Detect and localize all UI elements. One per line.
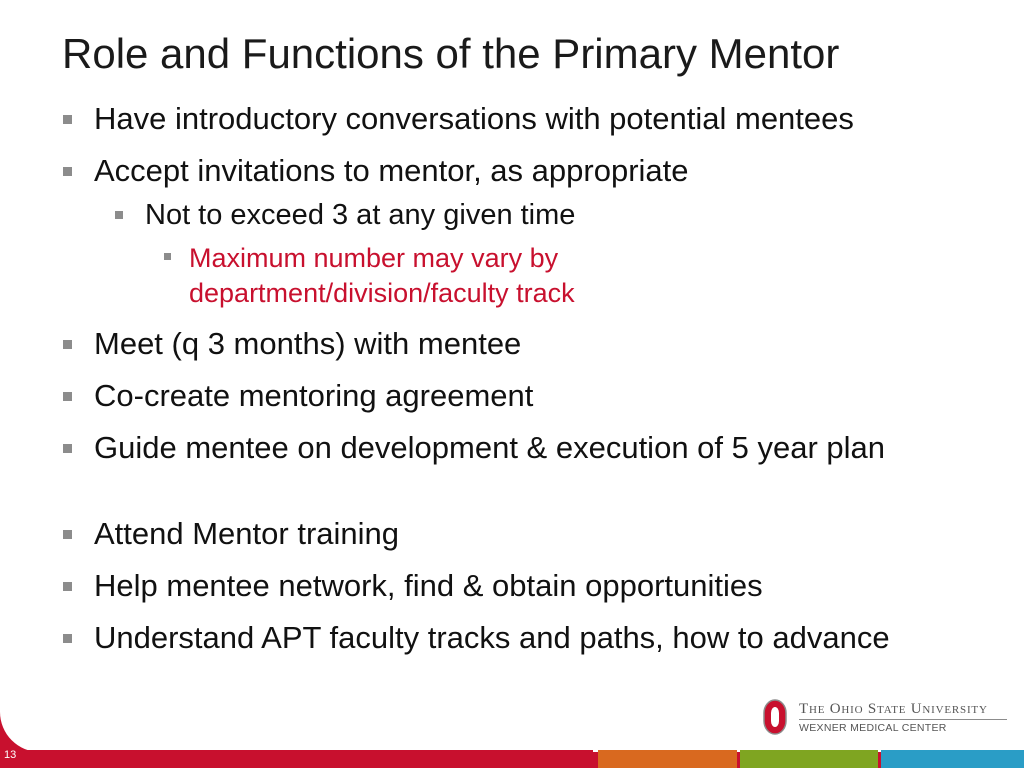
- bullet-text: Accept invitations to mentor, as appropriate: [94, 153, 689, 188]
- footer-bar-blue: [881, 750, 1024, 768]
- ohio-state-logo: [763, 699, 1013, 741]
- square-bullet-icon: [63, 582, 72, 591]
- square-bullet-icon: [63, 530, 72, 539]
- bullet-text: Guide mentee on development & execution of 5 year plan: [94, 430, 886, 465]
- square-bullet-icon: [115, 211, 123, 219]
- bullet-text: Attend Mentor training: [94, 516, 400, 551]
- sub-sub-bullet-item: [189, 241, 709, 311]
- bullet-item: [94, 517, 954, 551]
- bullet-text: Understand APT faculty tracks and paths, how to advance: [94, 620, 890, 655]
- slide-number: 13: [4, 749, 17, 761]
- bullet-text: Meet (q 3 months) with mentee: [94, 326, 522, 361]
- bullet-text: Have introductory conversations with potential mentees: [94, 101, 854, 136]
- bullet-item: [94, 327, 954, 361]
- medical-center-name: WEXNER MEDICAL CENTER: [799, 722, 947, 734]
- bullet-text: Maximum number may vary by department/division/faculty track: [189, 243, 575, 308]
- university-name: The Ohio State University: [799, 701, 988, 717]
- footer-bar-orange: [598, 750, 737, 768]
- bullet-item: [94, 102, 954, 136]
- bullet-text: Help mentee network, find & obtain opportunities: [94, 568, 763, 603]
- bullet-text: Co-create mentoring agreement: [94, 378, 534, 413]
- square-bullet-icon: [63, 115, 72, 124]
- bullet-item: [94, 621, 954, 655]
- block-o-icon: [763, 699, 787, 735]
- bullet-item: [94, 379, 954, 413]
- square-bullet-icon: [164, 253, 171, 260]
- bullet-item: [94, 569, 954, 603]
- square-bullet-icon: [63, 634, 72, 643]
- sub-bullet-item: [145, 198, 845, 232]
- bullet-text: Not to exceed 3 at any given time: [145, 199, 576, 231]
- logo-divider: [799, 719, 1007, 720]
- square-bullet-icon: [63, 444, 72, 453]
- square-bullet-icon: [63, 340, 72, 349]
- slide-title: Role and Functions of the Primary Mentor: [62, 30, 840, 77]
- square-bullet-icon: [63, 392, 72, 401]
- bullet-item: [94, 431, 954, 465]
- square-bullet-icon: [63, 167, 72, 176]
- footer-bar-green: [740, 750, 878, 768]
- bullet-item: [94, 154, 954, 188]
- footer-bar-red: [0, 750, 593, 768]
